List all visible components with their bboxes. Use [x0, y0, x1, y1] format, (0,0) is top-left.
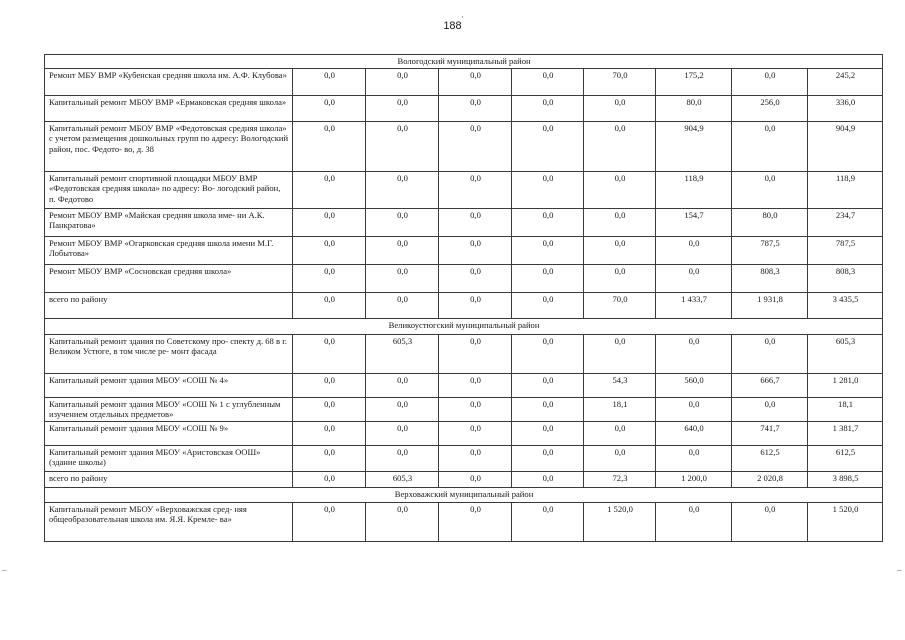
value-cell: 0,0: [366, 398, 439, 422]
value-cell: 0,0: [512, 265, 584, 293]
value-cell: 0,0: [732, 122, 808, 172]
value-cell: 0,0: [656, 398, 732, 422]
value-cell: 0,0: [293, 398, 366, 422]
row-name: Ремонт МБУ ВМР «Кубенская средняя школа им. А.Ф. Клубова»: [45, 69, 293, 96]
row-name: Капитальный ремонт МБОУ ВМР «Федотовская средняя школа» с учетом размещения дошкольных групп по адресу: Вологодский район, пос. Федото- во, д. 38: [45, 122, 293, 172]
value-cell: 787,5: [808, 237, 883, 265]
section-header-row: [45, 319, 883, 335]
value-cell: 0,0: [439, 209, 512, 237]
value-cell: 0,0: [293, 237, 366, 265]
value-cell: 808,3: [732, 265, 808, 293]
value-cell: 70,0: [584, 69, 656, 96]
row-name: Капитальный ремонт МБОУ ВМР «Ермаковская средняя школа»: [45, 96, 293, 122]
value-cell: 0,0: [584, 172, 656, 209]
value-cell: 0,0: [732, 503, 808, 542]
table-row: [45, 265, 883, 293]
value-cell: 0,0: [366, 265, 439, 293]
value-cell: 0,0: [512, 472, 584, 488]
value-cell: 0,0: [512, 96, 584, 122]
table-row: [45, 237, 883, 265]
value-cell: 904,9: [808, 122, 883, 172]
value-cell: 0,0: [439, 96, 512, 122]
value-cell: 904,9: [656, 122, 732, 172]
value-cell: 118,9: [656, 172, 732, 209]
value-cell: 72,3: [584, 472, 656, 488]
table-row: [45, 374, 883, 398]
value-cell: 0,0: [439, 172, 512, 209]
value-cell: 0,0: [439, 265, 512, 293]
value-cell: 612,5: [808, 446, 883, 472]
value-cell: 0,0: [584, 265, 656, 293]
value-cell: 0,0: [366, 96, 439, 122]
section-title: Верховажский муниципальный район: [45, 488, 883, 503]
budget-table: [44, 54, 883, 542]
value-cell: 0,0: [439, 122, 512, 172]
value-cell: 0,0: [366, 422, 439, 446]
value-cell: 1 200,0: [656, 472, 732, 488]
value-cell: 0,0: [293, 422, 366, 446]
value-cell: 256,0: [732, 96, 808, 122]
value-cell: 0,0: [293, 293, 366, 319]
value-cell: 0,0: [584, 122, 656, 172]
value-cell: 0,0: [293, 335, 366, 374]
value-cell: 741,7: [732, 422, 808, 446]
value-cell: 0,0: [656, 237, 732, 265]
value-cell: 0,0: [512, 122, 584, 172]
value-cell: 1 520,0: [584, 503, 656, 542]
value-cell: 0,0: [293, 374, 366, 398]
value-cell: 0,0: [293, 96, 366, 122]
value-cell: 0,0: [584, 209, 656, 237]
table-row: [45, 446, 883, 472]
value-cell: 80,0: [656, 96, 732, 122]
value-cell: 0,0: [732, 172, 808, 209]
value-cell: 612,5: [732, 446, 808, 472]
value-cell: 0,0: [366, 172, 439, 209]
value-cell: 336,0: [808, 96, 883, 122]
value-cell: 2 020,8: [732, 472, 808, 488]
value-cell: 0,0: [584, 446, 656, 472]
value-cell: 0,0: [512, 237, 584, 265]
scan-speck: ·: [461, 12, 464, 22]
value-cell: 605,3: [808, 335, 883, 374]
value-cell: 0,0: [512, 398, 584, 422]
value-cell: 0,0: [293, 503, 366, 542]
value-cell: 0,0: [366, 374, 439, 398]
value-cell: 0,0: [584, 96, 656, 122]
scan-edge-mark: –: [897, 565, 902, 575]
value-cell: 0,0: [512, 446, 584, 472]
value-cell: 0,0: [656, 335, 732, 374]
value-cell: 70,0: [584, 293, 656, 319]
value-cell: 0,0: [439, 335, 512, 374]
value-cell: 0,0: [512, 422, 584, 446]
value-cell: 3 435,5: [808, 293, 883, 319]
table-row: [45, 503, 883, 542]
value-cell: 0,0: [366, 69, 439, 96]
value-cell: 1 381,7: [808, 422, 883, 446]
value-cell: 245,2: [808, 69, 883, 96]
row-name: всего по району: [45, 293, 293, 319]
value-cell: 0,0: [512, 293, 584, 319]
value-cell: 175,2: [656, 69, 732, 96]
value-cell: 560,0: [656, 374, 732, 398]
value-cell: 0,0: [366, 209, 439, 237]
value-cell: 0,0: [584, 237, 656, 265]
table-row: [45, 422, 883, 446]
row-name: Капитальный ремонт здания МБОУ «СОШ № 4»: [45, 374, 293, 398]
row-name: Ремонт МБОУ ВМР «Сосновская средняя школа»: [45, 265, 293, 293]
value-cell: 0,0: [584, 422, 656, 446]
value-cell: 0,0: [366, 122, 439, 172]
section-title: Вологодский муниципальный район: [45, 55, 883, 69]
value-cell: 0,0: [512, 503, 584, 542]
value-cell: 0,0: [366, 237, 439, 265]
value-cell: 0,0: [366, 293, 439, 319]
table-row: [45, 96, 883, 122]
page-number: 188: [443, 20, 462, 32]
value-cell: 0,0: [512, 374, 584, 398]
row-name: Капитальный ремонт спортивной площадки МБОУ ВМР «Федотовская средняя школа» по адресу: Во- логодский район, п. Федотово: [45, 172, 293, 209]
value-cell: 154,7: [656, 209, 732, 237]
value-cell: 0,0: [366, 446, 439, 472]
value-cell: 0,0: [366, 503, 439, 542]
table-row: [45, 172, 883, 209]
value-cell: 0,0: [293, 69, 366, 96]
row-name: Ремонт МБОУ ВМР «Майская средняя школа име- ни А.К. Панкратова»: [45, 209, 293, 237]
value-cell: 0,0: [439, 446, 512, 472]
table-row: [45, 122, 883, 172]
value-cell: 1 520,0: [808, 503, 883, 542]
value-cell: 0,0: [512, 209, 584, 237]
value-cell: 1 433,7: [656, 293, 732, 319]
table-row: [45, 69, 883, 96]
table-row: [45, 398, 883, 422]
value-cell: 0,0: [439, 422, 512, 446]
value-cell: 0,0: [656, 446, 732, 472]
value-cell: 0,0: [439, 374, 512, 398]
value-cell: 787,5: [732, 237, 808, 265]
value-cell: 605,3: [366, 472, 439, 488]
value-cell: 0,0: [656, 265, 732, 293]
row-name: Капитальный ремонт здания МБОУ «Аристовская ООШ» (здание школы): [45, 446, 293, 472]
value-cell: 0,0: [732, 335, 808, 374]
value-cell: 0,0: [732, 398, 808, 422]
section-header-row: [45, 55, 883, 69]
value-cell: 54,3: [584, 374, 656, 398]
value-cell: 0,0: [293, 446, 366, 472]
value-cell: 0,0: [732, 69, 808, 96]
section-title: Великоустюгский муниципальный район: [45, 319, 883, 335]
value-cell: 1 931,8: [732, 293, 808, 319]
value-cell: 0,0: [293, 209, 366, 237]
value-cell: 0,0: [439, 503, 512, 542]
value-cell: 0,0: [512, 172, 584, 209]
value-cell: 0,0: [512, 69, 584, 96]
value-cell: 80,0: [732, 209, 808, 237]
value-cell: 0,0: [512, 335, 584, 374]
value-cell: 18,1: [584, 398, 656, 422]
table-row: [45, 209, 883, 237]
value-cell: 666,7: [732, 374, 808, 398]
value-cell: 605,3: [366, 335, 439, 374]
value-cell: 0,0: [293, 122, 366, 172]
table-row: [45, 335, 883, 374]
value-cell: 118,9: [808, 172, 883, 209]
value-cell: 0,0: [293, 472, 366, 488]
row-name: Капитальный ремонт здания МБОУ «СОШ № 9»: [45, 422, 293, 446]
value-cell: 18,1: [808, 398, 883, 422]
value-cell: 0,0: [439, 293, 512, 319]
table-row: [45, 472, 883, 488]
value-cell: 0,0: [584, 335, 656, 374]
value-cell: 0,0: [439, 472, 512, 488]
value-cell: 808,3: [808, 265, 883, 293]
row-name: Капитальный ремонт МБОУ «Верховажская сред- няя общеобразовательная школа им. Я.Я. Кремле- ва»: [45, 503, 293, 542]
section-header-row: [45, 488, 883, 503]
row-name: Ремонт МБОУ ВМР «Огарковская средняя школа имени М.Г. Лобытова»: [45, 237, 293, 265]
scan-edge-mark: –: [2, 565, 7, 575]
row-name: всего по району: [45, 472, 293, 488]
value-cell: 0,0: [293, 265, 366, 293]
row-name: Капитальный ремонт здания по Советскому про- спекту д. 68 в г. Великом Устюге, в том числе ре- монт фасада: [45, 335, 293, 374]
value-cell: 3 898,5: [808, 472, 883, 488]
value-cell: 0,0: [439, 398, 512, 422]
value-cell: 0,0: [293, 172, 366, 209]
table-row: [45, 293, 883, 319]
value-cell: 640,0: [656, 422, 732, 446]
value-cell: 0,0: [439, 69, 512, 96]
value-cell: 234,7: [808, 209, 883, 237]
value-cell: 0,0: [656, 503, 732, 542]
value-cell: 0,0: [439, 237, 512, 265]
row-name: Капитальный ремонт здания МБОУ «СОШ № 1 с углубленным изучением отдельных предметов»: [45, 398, 293, 422]
value-cell: 1 281,0: [808, 374, 883, 398]
